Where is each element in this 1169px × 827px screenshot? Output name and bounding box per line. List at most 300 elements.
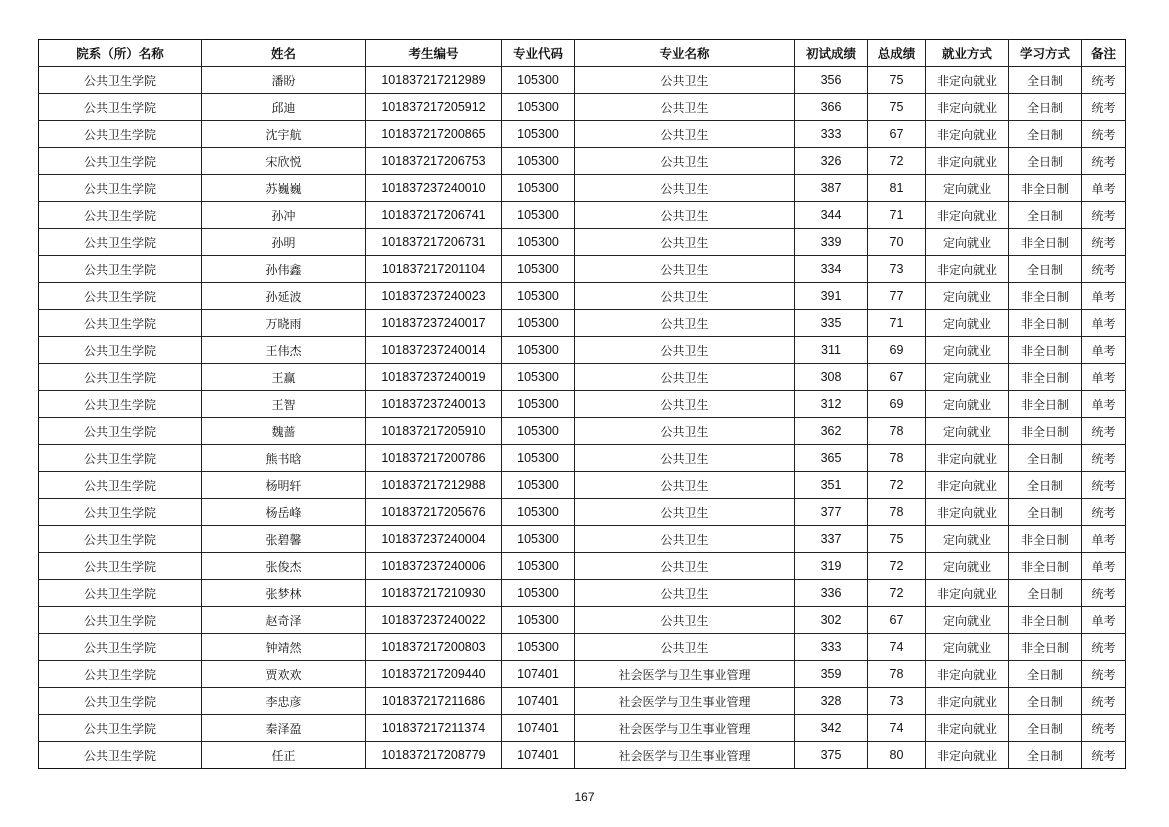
cell-candidate-id: 101837217211374 — [366, 715, 502, 742]
cell-initial-score: 308 — [795, 364, 868, 391]
cell-department: 公共卫生学院 — [39, 229, 202, 256]
header-candidate-id: 考生编号 — [366, 40, 502, 67]
cell-major-code: 105300 — [502, 67, 575, 94]
cell-initial-score: 312 — [795, 391, 868, 418]
cell-initial-score: 377 — [795, 499, 868, 526]
cell-name: 杨岳峰 — [202, 499, 366, 526]
table-row — [39, 310, 1126, 337]
table-row — [39, 364, 1126, 391]
cell-major-code: 107401 — [502, 688, 575, 715]
header-department: 院系（所）名称 — [39, 40, 202, 67]
cell-major-code: 107401 — [502, 661, 575, 688]
cell-remarks: 统考 — [1082, 445, 1126, 472]
cell-major-code: 105300 — [502, 499, 575, 526]
cell-total-score: 80 — [868, 742, 926, 769]
header-major-name: 专业名称 — [575, 40, 795, 67]
cell-remarks: 单考 — [1082, 526, 1126, 553]
cell-initial-score: 365 — [795, 445, 868, 472]
table-row — [39, 715, 1126, 742]
cell-department: 公共卫生学院 — [39, 418, 202, 445]
cell-major-name: 公共卫生 — [575, 256, 795, 283]
table-row — [39, 499, 1126, 526]
cell-study-mode: 非全日制 — [1009, 337, 1082, 364]
cell-study-mode: 全日制 — [1009, 67, 1082, 94]
cell-remarks: 统考 — [1082, 688, 1126, 715]
cell-candidate-id: 101837217205912 — [366, 94, 502, 121]
cell-name: 魏蔷 — [202, 418, 366, 445]
cell-candidate-id: 101837237240010 — [366, 175, 502, 202]
cell-study-mode: 非全日制 — [1009, 283, 1082, 310]
cell-name: 沈宇航 — [202, 121, 366, 148]
cell-candidate-id: 101837237240013 — [366, 391, 502, 418]
cell-employment-type: 非定向就业 — [926, 580, 1009, 607]
cell-major-name: 公共卫生 — [575, 580, 795, 607]
cell-remarks: 单考 — [1082, 364, 1126, 391]
cell-name: 杨明轩 — [202, 472, 366, 499]
cell-employment-type: 非定向就业 — [926, 121, 1009, 148]
header-name: 姓名 — [202, 40, 366, 67]
cell-employment-type: 定向就业 — [926, 526, 1009, 553]
cell-department: 公共卫生学院 — [39, 634, 202, 661]
cell-study-mode: 非全日制 — [1009, 418, 1082, 445]
cell-major-name: 公共卫生 — [575, 94, 795, 121]
cell-remarks: 统考 — [1082, 472, 1126, 499]
table-row — [39, 175, 1126, 202]
header-study-mode: 学习方式 — [1009, 40, 1082, 67]
cell-initial-score: 302 — [795, 607, 868, 634]
cell-candidate-id: 101837237240019 — [366, 364, 502, 391]
cell-study-mode: 全日制 — [1009, 715, 1082, 742]
cell-study-mode: 全日制 — [1009, 121, 1082, 148]
cell-department: 公共卫生学院 — [39, 499, 202, 526]
cell-major-code: 105300 — [502, 148, 575, 175]
table-row — [39, 688, 1126, 715]
cell-name: 王伟杰 — [202, 337, 366, 364]
cell-candidate-id: 101837217200786 — [366, 445, 502, 472]
cell-remarks: 单考 — [1082, 175, 1126, 202]
cell-initial-score: 334 — [795, 256, 868, 283]
cell-candidate-id: 101837217212988 — [366, 472, 502, 499]
cell-study-mode: 全日制 — [1009, 742, 1082, 769]
cell-employment-type: 非定向就业 — [926, 67, 1009, 94]
cell-initial-score: 336 — [795, 580, 868, 607]
cell-name: 秦泽盈 — [202, 715, 366, 742]
table-row — [39, 67, 1126, 94]
cell-name: 王智 — [202, 391, 366, 418]
cell-employment-type: 定向就业 — [926, 283, 1009, 310]
table-row — [39, 661, 1126, 688]
cell-name: 任正 — [202, 742, 366, 769]
cell-department: 公共卫生学院 — [39, 661, 202, 688]
cell-employment-type: 定向就业 — [926, 391, 1009, 418]
cell-employment-type: 非定向就业 — [926, 445, 1009, 472]
cell-major-code: 105300 — [502, 229, 575, 256]
cell-total-score: 72 — [868, 580, 926, 607]
cell-major-name: 公共卫生 — [575, 391, 795, 418]
cell-employment-type: 非定向就业 — [926, 742, 1009, 769]
cell-employment-type: 定向就业 — [926, 229, 1009, 256]
cell-candidate-id: 101837217205910 — [366, 418, 502, 445]
cell-total-score: 78 — [868, 661, 926, 688]
cell-initial-score: 356 — [795, 67, 868, 94]
cell-major-code: 105300 — [502, 580, 575, 607]
cell-initial-score: 328 — [795, 688, 868, 715]
cell-major-name: 公共卫生 — [575, 283, 795, 310]
cell-total-score: 70 — [868, 229, 926, 256]
cell-major-code: 105300 — [502, 337, 575, 364]
cell-major-code: 107401 — [502, 715, 575, 742]
header-remarks: 备注 — [1082, 40, 1126, 67]
cell-major-name: 公共卫生 — [575, 526, 795, 553]
cell-total-score: 77 — [868, 283, 926, 310]
cell-total-score: 72 — [868, 472, 926, 499]
cell-major-name: 公共卫生 — [575, 634, 795, 661]
cell-department: 公共卫生学院 — [39, 553, 202, 580]
header-major-code: 专业代码 — [502, 40, 575, 67]
cell-department: 公共卫生学院 — [39, 742, 202, 769]
cell-study-mode: 全日制 — [1009, 94, 1082, 121]
cell-candidate-id: 101837217200865 — [366, 121, 502, 148]
cell-major-code: 105300 — [502, 526, 575, 553]
cell-major-name: 社会医学与卫生事业管理 — [575, 688, 795, 715]
cell-major-name: 社会医学与卫生事业管理 — [575, 715, 795, 742]
cell-name: 孙伟鑫 — [202, 256, 366, 283]
cell-study-mode: 非全日制 — [1009, 526, 1082, 553]
cell-study-mode: 非全日制 — [1009, 229, 1082, 256]
cell-study-mode: 非全日制 — [1009, 607, 1082, 634]
cell-major-name: 公共卫生 — [575, 418, 795, 445]
cell-total-score: 75 — [868, 94, 926, 121]
header-employment-type: 就业方式 — [926, 40, 1009, 67]
cell-total-score: 73 — [868, 256, 926, 283]
cell-total-score: 75 — [868, 526, 926, 553]
table-body — [39, 67, 1126, 769]
cell-study-mode: 全日制 — [1009, 688, 1082, 715]
cell-study-mode: 全日制 — [1009, 472, 1082, 499]
cell-name: 孙明 — [202, 229, 366, 256]
cell-major-name: 公共卫生 — [575, 445, 795, 472]
cell-major-code: 105300 — [502, 472, 575, 499]
cell-major-code: 105300 — [502, 175, 575, 202]
cell-candidate-id: 101837237240022 — [366, 607, 502, 634]
cell-study-mode: 非全日制 — [1009, 175, 1082, 202]
cell-employment-type: 定向就业 — [926, 418, 1009, 445]
cell-initial-score: 333 — [795, 634, 868, 661]
cell-study-mode: 全日制 — [1009, 256, 1082, 283]
cell-department: 公共卫生学院 — [39, 175, 202, 202]
cell-remarks: 统考 — [1082, 580, 1126, 607]
cell-total-score: 78 — [868, 445, 926, 472]
cell-employment-type: 定向就业 — [926, 364, 1009, 391]
cell-initial-score: 335 — [795, 310, 868, 337]
cell-name: 邱迪 — [202, 94, 366, 121]
cell-candidate-id: 101837217206753 — [366, 148, 502, 175]
cell-candidate-id: 101837217201104 — [366, 256, 502, 283]
cell-initial-score: 339 — [795, 229, 868, 256]
cell-major-code: 105300 — [502, 364, 575, 391]
cell-major-code: 105300 — [502, 283, 575, 310]
table-row — [39, 472, 1126, 499]
cell-remarks: 统考 — [1082, 121, 1126, 148]
cell-employment-type: 定向就业 — [926, 607, 1009, 634]
cell-major-code: 105300 — [502, 445, 575, 472]
cell-total-score: 71 — [868, 310, 926, 337]
cell-total-score: 78 — [868, 499, 926, 526]
table-row — [39, 121, 1126, 148]
cell-major-name: 公共卫生 — [575, 67, 795, 94]
cell-name: 孙延波 — [202, 283, 366, 310]
cell-total-score: 75 — [868, 67, 926, 94]
cell-employment-type: 非定向就业 — [926, 688, 1009, 715]
cell-total-score: 81 — [868, 175, 926, 202]
cell-major-name: 公共卫生 — [575, 364, 795, 391]
table-row — [39, 148, 1126, 175]
cell-remarks: 统考 — [1082, 499, 1126, 526]
table-row — [39, 229, 1126, 256]
cell-department: 公共卫生学院 — [39, 580, 202, 607]
cell-employment-type: 定向就业 — [926, 175, 1009, 202]
table-row — [39, 634, 1126, 661]
cell-major-name: 社会医学与卫生事业管理 — [575, 661, 795, 688]
table-row — [39, 202, 1126, 229]
cell-study-mode: 全日制 — [1009, 445, 1082, 472]
cell-department: 公共卫生学院 — [39, 148, 202, 175]
cell-employment-type: 定向就业 — [926, 310, 1009, 337]
cell-employment-type: 非定向就业 — [926, 661, 1009, 688]
cell-candidate-id: 101837217208779 — [366, 742, 502, 769]
table-row — [39, 283, 1126, 310]
cell-major-name: 公共卫生 — [575, 472, 795, 499]
table-row — [39, 418, 1126, 445]
cell-department: 公共卫生学院 — [39, 310, 202, 337]
cell-major-name: 公共卫生 — [575, 607, 795, 634]
cell-major-name: 社会医学与卫生事业管理 — [575, 742, 795, 769]
cell-major-code: 105300 — [502, 121, 575, 148]
cell-major-code: 105300 — [502, 256, 575, 283]
cell-remarks: 单考 — [1082, 607, 1126, 634]
cell-study-mode: 全日制 — [1009, 499, 1082, 526]
cell-employment-type: 非定向就业 — [926, 94, 1009, 121]
cell-department: 公共卫生学院 — [39, 688, 202, 715]
cell-employment-type: 非定向就业 — [926, 202, 1009, 229]
cell-remarks: 单考 — [1082, 283, 1126, 310]
cell-initial-score: 326 — [795, 148, 868, 175]
cell-name: 张俊杰 — [202, 553, 366, 580]
cell-candidate-id: 101837217200803 — [366, 634, 502, 661]
cell-remarks: 统考 — [1082, 202, 1126, 229]
cell-candidate-id: 101837237240006 — [366, 553, 502, 580]
cell-name: 钟靖然 — [202, 634, 366, 661]
cell-major-code: 105300 — [502, 634, 575, 661]
cell-initial-score: 387 — [795, 175, 868, 202]
cell-department: 公共卫生学院 — [39, 256, 202, 283]
cell-remarks: 统考 — [1082, 634, 1126, 661]
cell-initial-score: 391 — [795, 283, 868, 310]
cell-initial-score: 366 — [795, 94, 868, 121]
cell-major-code: 105300 — [502, 607, 575, 634]
cell-total-score: 74 — [868, 715, 926, 742]
table-row — [39, 445, 1126, 472]
cell-major-name: 公共卫生 — [575, 202, 795, 229]
cell-major-code: 105300 — [502, 94, 575, 121]
cell-department: 公共卫生学院 — [39, 445, 202, 472]
cell-initial-score: 337 — [795, 526, 868, 553]
cell-candidate-id: 101837217206741 — [366, 202, 502, 229]
cell-remarks: 单考 — [1082, 391, 1126, 418]
cell-total-score: 74 — [868, 634, 926, 661]
cell-major-code: 105300 — [502, 310, 575, 337]
cell-name: 潘盼 — [202, 67, 366, 94]
cell-major-code: 105300 — [502, 418, 575, 445]
cell-name: 王赢 — [202, 364, 366, 391]
cell-study-mode: 全日制 — [1009, 661, 1082, 688]
table-row — [39, 337, 1126, 364]
cell-major-name: 公共卫生 — [575, 310, 795, 337]
cell-remarks: 统考 — [1082, 256, 1126, 283]
cell-remarks: 统考 — [1082, 67, 1126, 94]
cell-name: 赵奇泽 — [202, 607, 366, 634]
cell-remarks: 统考 — [1082, 661, 1126, 688]
header-row — [39, 40, 1126, 67]
cell-initial-score: 342 — [795, 715, 868, 742]
cell-name: 贾欢欢 — [202, 661, 366, 688]
cell-initial-score: 311 — [795, 337, 868, 364]
cell-major-code: 105300 — [502, 553, 575, 580]
cell-employment-type: 定向就业 — [926, 553, 1009, 580]
cell-department: 公共卫生学院 — [39, 94, 202, 121]
cell-remarks: 统考 — [1082, 418, 1126, 445]
table-row — [39, 553, 1126, 580]
table-row — [39, 256, 1126, 283]
cell-major-name: 公共卫生 — [575, 229, 795, 256]
cell-initial-score: 359 — [795, 661, 868, 688]
cell-employment-type: 定向就业 — [926, 634, 1009, 661]
cell-name: 孙冲 — [202, 202, 366, 229]
cell-remarks: 单考 — [1082, 553, 1126, 580]
table-row — [39, 580, 1126, 607]
cell-initial-score: 333 — [795, 121, 868, 148]
cell-employment-type: 非定向就业 — [926, 148, 1009, 175]
cell-department: 公共卫生学院 — [39, 391, 202, 418]
table-row — [39, 391, 1126, 418]
admission-list-table — [38, 39, 1126, 769]
cell-major-name: 公共卫生 — [575, 337, 795, 364]
cell-department: 公共卫生学院 — [39, 472, 202, 499]
page-number: 167 — [574, 790, 595, 804]
cell-study-mode: 全日制 — [1009, 148, 1082, 175]
cell-study-mode: 非全日制 — [1009, 634, 1082, 661]
cell-initial-score: 362 — [795, 418, 868, 445]
cell-major-name: 公共卫生 — [575, 121, 795, 148]
cell-employment-type: 非定向就业 — [926, 715, 1009, 742]
cell-department: 公共卫生学院 — [39, 337, 202, 364]
cell-candidate-id: 101837217205676 — [366, 499, 502, 526]
cell-department: 公共卫生学院 — [39, 121, 202, 148]
cell-total-score: 67 — [868, 364, 926, 391]
cell-remarks: 统考 — [1082, 94, 1126, 121]
cell-candidate-id: 101837237240004 — [366, 526, 502, 553]
cell-total-score: 67 — [868, 121, 926, 148]
cell-major-name: 公共卫生 — [575, 553, 795, 580]
cell-remarks: 单考 — [1082, 337, 1126, 364]
cell-remarks: 统考 — [1082, 229, 1126, 256]
cell-department: 公共卫生学院 — [39, 526, 202, 553]
cell-major-code: 107401 — [502, 742, 575, 769]
cell-candidate-id: 101837217206731 — [366, 229, 502, 256]
cell-study-mode: 非全日制 — [1009, 391, 1082, 418]
cell-total-score: 72 — [868, 553, 926, 580]
cell-study-mode: 全日制 — [1009, 202, 1082, 229]
cell-candidate-id: 101837237240023 — [366, 283, 502, 310]
cell-name: 李忠彦 — [202, 688, 366, 715]
cell-name: 苏巍巍 — [202, 175, 366, 202]
cell-study-mode: 非全日制 — [1009, 364, 1082, 391]
cell-total-score: 73 — [868, 688, 926, 715]
table-row — [39, 742, 1126, 769]
cell-name: 张碧馨 — [202, 526, 366, 553]
cell-total-score: 71 — [868, 202, 926, 229]
header-total-score: 总成绩 — [868, 40, 926, 67]
cell-name: 熊书晗 — [202, 445, 366, 472]
cell-employment-type: 定向就业 — [926, 337, 1009, 364]
cell-major-code: 105300 — [502, 202, 575, 229]
cell-candidate-id: 101837217210930 — [366, 580, 502, 607]
cell-study-mode: 非全日制 — [1009, 310, 1082, 337]
cell-total-score: 69 — [868, 391, 926, 418]
cell-initial-score: 344 — [795, 202, 868, 229]
cell-initial-score: 375 — [795, 742, 868, 769]
cell-total-score: 78 — [868, 418, 926, 445]
cell-candidate-id: 101837217212989 — [366, 67, 502, 94]
cell-department: 公共卫生学院 — [39, 283, 202, 310]
table-row — [39, 607, 1126, 634]
header-initial-score: 初试成绩 — [795, 40, 868, 67]
cell-study-mode: 非全日制 — [1009, 553, 1082, 580]
cell-employment-type: 非定向就业 — [926, 472, 1009, 499]
cell-department: 公共卫生学院 — [39, 364, 202, 391]
cell-department: 公共卫生学院 — [39, 607, 202, 634]
cell-study-mode: 全日制 — [1009, 580, 1082, 607]
cell-major-name: 公共卫生 — [575, 499, 795, 526]
cell-total-score: 67 — [868, 607, 926, 634]
cell-name: 万晓雨 — [202, 310, 366, 337]
cell-department: 公共卫生学院 — [39, 202, 202, 229]
cell-remarks: 单考 — [1082, 310, 1126, 337]
cell-name: 宋欣悦 — [202, 148, 366, 175]
cell-initial-score: 351 — [795, 472, 868, 499]
cell-department: 公共卫生学院 — [39, 67, 202, 94]
cell-candidate-id: 101837217211686 — [366, 688, 502, 715]
cell-major-name: 公共卫生 — [575, 175, 795, 202]
cell-name: 张梦林 — [202, 580, 366, 607]
cell-total-score: 72 — [868, 148, 926, 175]
cell-employment-type: 非定向就业 — [926, 256, 1009, 283]
cell-candidate-id: 101837237240014 — [366, 337, 502, 364]
table-row — [39, 94, 1126, 121]
table-row — [39, 526, 1126, 553]
cell-initial-score: 319 — [795, 553, 868, 580]
cell-total-score: 69 — [868, 337, 926, 364]
cell-major-name: 公共卫生 — [575, 148, 795, 175]
cell-remarks: 统考 — [1082, 148, 1126, 175]
cell-candidate-id: 101837237240017 — [366, 310, 502, 337]
cell-remarks: 统考 — [1082, 742, 1126, 769]
cell-employment-type: 非定向就业 — [926, 499, 1009, 526]
cell-major-code: 105300 — [502, 391, 575, 418]
cell-remarks: 统考 — [1082, 715, 1126, 742]
cell-candidate-id: 101837217209440 — [366, 661, 502, 688]
cell-department: 公共卫生学院 — [39, 715, 202, 742]
